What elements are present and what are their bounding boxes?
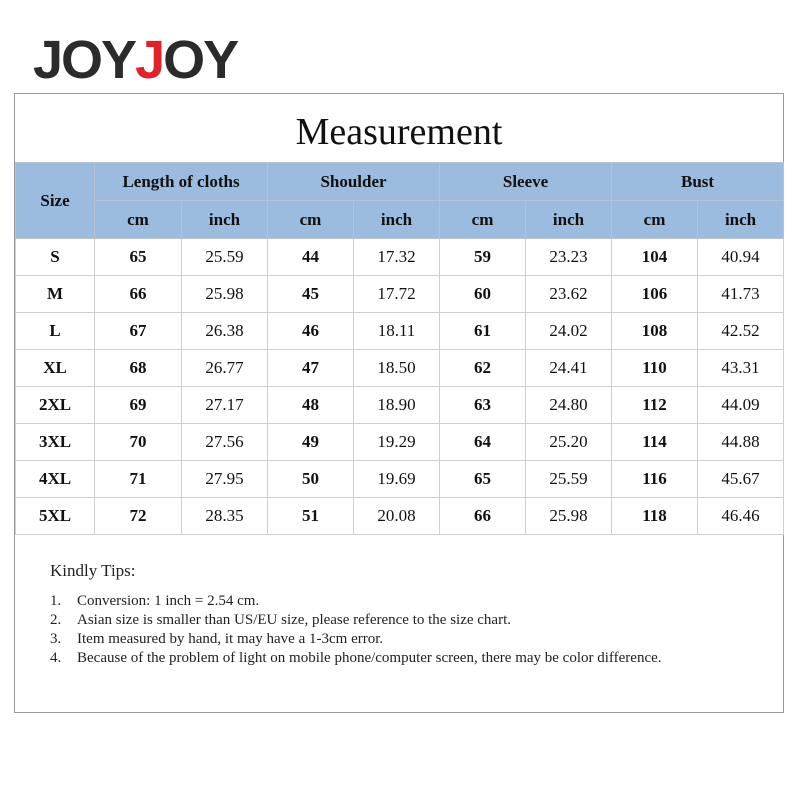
tips-title: Kindly Tips:: [50, 561, 136, 580]
cm-cell: 69: [95, 387, 182, 424]
cm-cell: 47: [268, 350, 354, 387]
cm-cell: 49: [268, 424, 354, 461]
cm-cell: 59: [440, 239, 526, 276]
size-cell: S: [16, 239, 95, 276]
cm-cell: 71: [95, 461, 182, 498]
header-size: Size: [16, 163, 95, 239]
inch-cell: 24.80: [526, 387, 612, 424]
size-cell: 2XL: [16, 387, 95, 424]
cm-cell: 51: [268, 498, 354, 535]
inch-cell: 27.95: [182, 461, 268, 498]
inch-cell: 45.67: [698, 461, 784, 498]
cm-cell: 64: [440, 424, 526, 461]
cm-cell: 61: [440, 313, 526, 350]
cm-cell: 60: [440, 276, 526, 313]
tips-list: [50, 592, 677, 668]
cm-cell: 68: [95, 350, 182, 387]
inch-cell: 26.38: [182, 313, 268, 350]
cm-cell: 65: [95, 239, 182, 276]
tip-item: [50, 592, 677, 611]
tip-item: [50, 630, 677, 649]
table-row: [16, 424, 784, 461]
cm-cell: 46: [268, 313, 354, 350]
inch-cell: 25.59: [182, 239, 268, 276]
cm-cell: 114: [612, 424, 698, 461]
inch-cell: 20.08: [354, 498, 440, 535]
inch-cell: 43.31: [698, 350, 784, 387]
page-title: Measurement: [295, 111, 503, 153]
cm-cell: 62: [440, 350, 526, 387]
table-header-row-groups: [16, 163, 784, 201]
cm-cell: 104: [612, 239, 698, 276]
inch-cell: 27.17: [182, 387, 268, 424]
cm-cell: 63: [440, 387, 526, 424]
inch-cell: 41.73: [698, 276, 784, 313]
table-row: [16, 387, 784, 424]
cm-cell: 48: [268, 387, 354, 424]
tip-number: 2.: [50, 612, 62, 628]
tip-text: Item measured by hand, it may have a 1-3cm error.: [77, 631, 384, 647]
cm-cell: 108: [612, 313, 698, 350]
inch-cell: 19.29: [354, 424, 440, 461]
header-sleeve: Sleeve: [440, 163, 612, 201]
inch-cell: 40.94: [698, 239, 784, 276]
tip-number: 4.: [50, 650, 62, 666]
unit-header: cm: [95, 201, 182, 239]
size-cell: 3XL: [16, 424, 95, 461]
inch-cell: 24.41: [526, 350, 612, 387]
inch-cell: 24.02: [526, 313, 612, 350]
unit-header: inch: [698, 201, 784, 239]
header-shoulder: Shoulder: [268, 163, 440, 201]
inch-cell: 18.90: [354, 387, 440, 424]
inch-cell: 23.23: [526, 239, 612, 276]
inch-cell: 25.98: [182, 276, 268, 313]
cm-cell: 45: [268, 276, 354, 313]
inch-cell: 25.98: [526, 498, 612, 535]
cm-cell: 110: [612, 350, 698, 387]
unit-header: cm: [268, 201, 354, 239]
unit-header: cm: [612, 201, 698, 239]
table-header-row-units: [16, 201, 784, 239]
logo-text-oy: OY: [163, 30, 238, 90]
cm-cell: 65: [440, 461, 526, 498]
inch-cell: 25.20: [526, 424, 612, 461]
cm-cell: 70: [95, 424, 182, 461]
unit-header: inch: [354, 201, 440, 239]
table-row: [16, 239, 784, 276]
cm-cell: 72: [95, 498, 182, 535]
inch-cell: 44.09: [698, 387, 784, 424]
table-body: [16, 239, 784, 535]
size-cell: XL: [16, 350, 95, 387]
tip-text: Conversion: 1 inch = 2.54 cm.: [77, 593, 260, 609]
inch-cell: 26.77: [182, 350, 268, 387]
inch-cell: 19.69: [354, 461, 440, 498]
tip-text: Because of the problem of light on mobile phone/computer screen, there may be color difference.: [77, 650, 662, 666]
kindly-tips: [50, 561, 677, 668]
tip-item: [50, 649, 677, 668]
size-cell: 4XL: [16, 461, 95, 498]
brand-logo: [33, 30, 238, 90]
tip-item: [50, 611, 677, 630]
unit-header: cm: [440, 201, 526, 239]
tip-number: 3.: [50, 631, 62, 647]
size-cell: M: [16, 276, 95, 313]
cm-cell: 50: [268, 461, 354, 498]
tip-text: Asian size is smaller than US/EU size, please reference to the size chart.: [77, 612, 511, 628]
header-bust: Bust: [612, 163, 784, 201]
inch-cell: 44.88: [698, 424, 784, 461]
unit-header: inch: [526, 201, 612, 239]
inch-cell: 42.52: [698, 313, 784, 350]
table-row: [16, 313, 784, 350]
cm-cell: 66: [95, 276, 182, 313]
inch-cell: 28.35: [182, 498, 268, 535]
inch-cell: 17.32: [354, 239, 440, 276]
cm-cell: 67: [95, 313, 182, 350]
inch-cell: 27.56: [182, 424, 268, 461]
measurement-card: [14, 93, 784, 713]
inch-cell: 18.50: [354, 350, 440, 387]
size-cell: 5XL: [16, 498, 95, 535]
cm-cell: 116: [612, 461, 698, 498]
table-row: [16, 276, 784, 313]
unit-header: inch: [182, 201, 268, 239]
tip-number: 1.: [50, 593, 62, 609]
inch-cell: 18.11: [354, 313, 440, 350]
inch-cell: 25.59: [526, 461, 612, 498]
inch-cell: 46.46: [698, 498, 784, 535]
cm-cell: 44: [268, 239, 354, 276]
logo-text-joy: JOY: [33, 30, 136, 90]
table-row: [16, 498, 784, 535]
inch-cell: 23.62: [526, 276, 612, 313]
cm-cell: 112: [612, 387, 698, 424]
size-cell: L: [16, 313, 95, 350]
header-length: Length of cloths: [95, 163, 268, 201]
cm-cell: 118: [612, 498, 698, 535]
logo-text-j: J: [135, 30, 164, 90]
table-row: [16, 461, 784, 498]
size-chart-table: [15, 162, 784, 535]
table-row: [16, 350, 784, 387]
cm-cell: 106: [612, 276, 698, 313]
inch-cell: 17.72: [354, 276, 440, 313]
cm-cell: 66: [440, 498, 526, 535]
